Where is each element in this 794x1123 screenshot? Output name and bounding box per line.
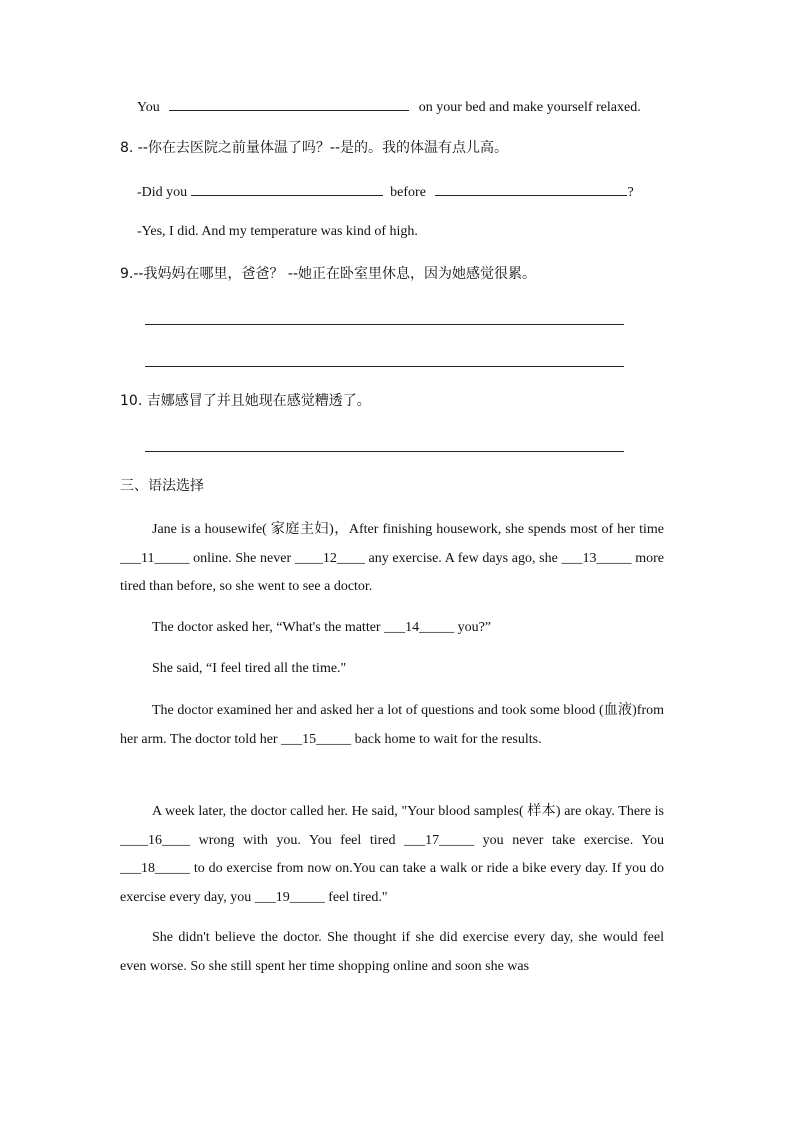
q10-prompt: 10. 吉娜感冒了并且她现在感觉糟透了。 [120,393,371,409]
passage-paragraph-2 [120,614,664,643]
q8-blank-1[interactable] [191,181,383,196]
passage-text-1: Jane is a housewife( 家庭主妇)，After finishing housework, she spends most of her time ___11_____ online. She never ____12____ any exercise. A few days ago, she ___13_____ more tired than before, so she went to see a doctor. [120,522,664,594]
q9-prompt: 9.--我妈妈在哪里，爸爸？ --她正在卧室里休息，因为她感觉很累。 [120,266,537,282]
q7-line [137,96,641,118]
q8-text-a: -Did you [137,185,188,200]
passage-paragraph-5 [120,798,664,912]
q9-answer-line-2[interactable] [145,366,624,367]
passage-text-6: She didn't believe the doctor. She thought if she did exercise every day, she would feel even worse. So she still spent her time shopping online and soon she was [120,930,664,974]
q10-answer-line[interactable] [145,451,624,452]
passage-paragraph-3 [120,655,664,684]
passage-text-3: She said, “I feel tired all the time." [152,661,347,676]
q9-answer-line-1[interactable] [145,324,624,325]
q8-prompt: 8. --你在去医院之前量体温了吗？--是的。我的体温有点儿高。 [120,140,509,156]
q8-text-c: ? [627,185,634,200]
q7-blank[interactable] [169,96,409,111]
q7-text-a: You [137,100,160,115]
passage-text-2: The doctor asked her, “What's the matter ___14_____ you?” [152,620,492,635]
passage-text-5: A week later, the doctor called her. He said, "Your blood samples( 样本) are okay. There is ____16____ wrong with you. You feel tired ___17_____ you never take exercise. You ___18_____ to do exercise from now on.You can take a walk or ride a bike every day. If you do exercise every day, you ___19_____ feel tired." [120,804,664,905]
passage-text-4: The doctor examined her and asked her a lot of questions and took some blood (血液)from her arm. The doctor told her ___15_____ back home to wait for the results. [120,703,664,747]
q8-blank-2[interactable] [435,181,627,196]
q8-answer: -Yes, I did. And my temperature was kind of high. [137,224,418,239]
q7-text-b: on your bed and make yourself relaxed. [418,100,641,115]
section-title: 三、语法选择 [120,478,204,494]
passage-paragraph-6 [120,924,664,981]
passage-paragraph-1 [120,516,664,602]
q8-line [137,181,634,203]
passage-paragraph-4 [120,697,664,754]
q8-text-b: before [390,185,426,200]
